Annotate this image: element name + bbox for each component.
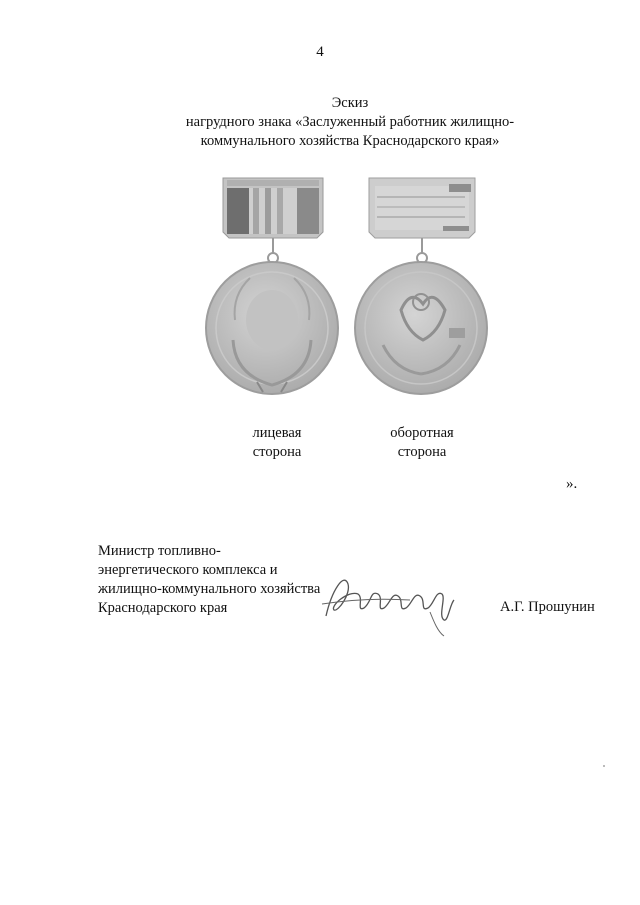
ribbon-bar-front (223, 178, 323, 238)
title-line-3: коммунального хозяйства Краснодарского края» (200, 133, 500, 149)
signer-title-line-2: энергетического комплекса и (98, 562, 278, 578)
page-number: 4 (316, 44, 324, 60)
caption-back-side (362, 424, 482, 462)
caption-front-line-2: сторона (252, 444, 302, 460)
medal-back-disc (355, 262, 487, 394)
document-title (120, 94, 580, 151)
signer-title-line-1: Министр топливно- (98, 543, 221, 559)
medal-front-side (206, 178, 338, 394)
caption-back-line-2: сторона (397, 444, 447, 460)
caption-front-line-1: лицевая (252, 425, 302, 441)
signer-name: А.Г. Прошунин (500, 599, 595, 615)
caption-front-side (222, 424, 332, 462)
signer-title-line-4: Краснодарского края (98, 600, 228, 616)
signer-title-line-3: жилищно-коммунального хозяйства (98, 581, 321, 597)
closing-quote: ». (566, 476, 578, 492)
ribbon-bar-back (369, 178, 475, 238)
title-line-1: Эскиз (331, 95, 369, 111)
scan-speck (603, 765, 605, 767)
signer-title (98, 542, 320, 618)
medal-sketch-image (205, 170, 505, 415)
handwritten-signature (318, 560, 468, 640)
caption-back-line-1: оборотная (390, 425, 454, 441)
medal-back-side (355, 178, 487, 394)
title-line-2: нагрудного знака «Заслуженный работник жилищно- (185, 114, 515, 130)
